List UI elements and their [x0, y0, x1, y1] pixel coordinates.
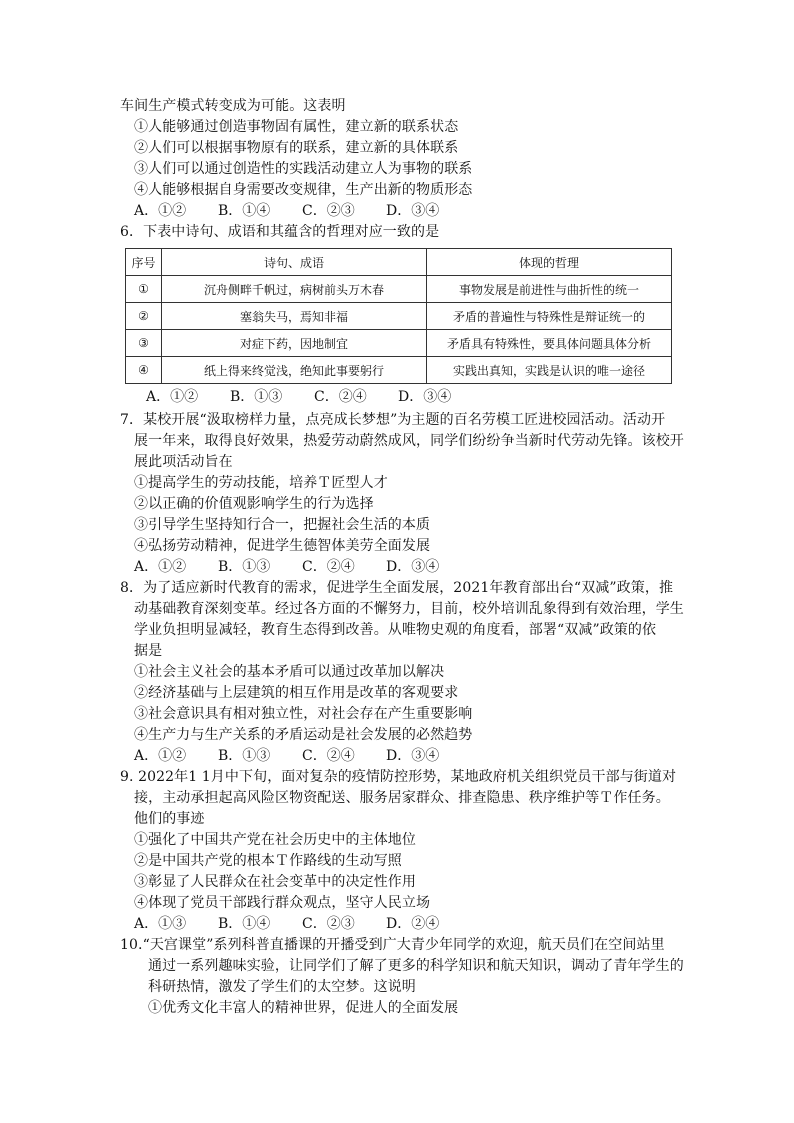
table-row [126, 330, 672, 357]
q9-item-2: ②是中国共产党的根本Ｔ作路线的生动写照 [134, 853, 402, 869]
q7-options [134, 557, 439, 577]
q5-item-4: ④人能够根据自身需要改变规律，生产出新的物质形态 [134, 182, 473, 198]
table-cell: 对症下药，因地制宜 [162, 330, 427, 357]
table-cell: 塞翁失马，焉知非福 [162, 303, 427, 330]
q8-option-d[interactable]: D．③④ [386, 748, 440, 764]
q6-philosophy-table [125, 248, 672, 384]
q9-option-a[interactable]: A．①③ [134, 916, 187, 932]
q7-option-d[interactable]: D．③④ [386, 559, 440, 575]
table-cell: 实践出真知，实践是认识的唯一途径 [427, 357, 672, 384]
q8-option-b[interactable]: B．①③ [218, 748, 271, 764]
table-cell: ② [126, 303, 162, 330]
q8-item-1: ①社会主义社会的基本矛盾可以通过改革加以解决 [134, 664, 445, 680]
q7-option-c[interactable]: C．②④ [302, 559, 355, 575]
table-header-row [126, 249, 672, 276]
table-header-cell: 诗句、成语 [162, 249, 427, 276]
q5-options [134, 201, 439, 221]
q8-item-2: ②经济基础与上层建筑的相互作用是改革的客观要求 [134, 685, 459, 701]
q7-stem-line-1: 7．某校开展“汲取榜样力量，点亮成长梦想”为主题的百名劳模工匠进校园活动。活动开 [120, 412, 666, 428]
q5-item-1: ①人能够通过创造事物固有属性，建立新的联系状态 [134, 119, 459, 135]
q9-item-4: ④体现了党员干部践行群众观点，坚守人民立场 [134, 895, 431, 911]
q5-option-b[interactable]: B．①④ [218, 203, 271, 219]
q7-item-1: ①提高学生的劳动技能，培养Ｔ匠型人才 [134, 475, 388, 491]
q6-option-c[interactable]: C．②④ [314, 389, 367, 405]
q5-stem-end: 车间生产模式转变成为可能。这表明 [120, 98, 346, 114]
q9-option-c[interactable]: C．②③ [302, 916, 355, 932]
table-row [126, 276, 672, 303]
table-row [126, 357, 672, 384]
table-cell: ④ [126, 357, 162, 384]
q9-stem-line-1: 9. 2022年1 1月中下旬，面对复杂的疫情防控形势，某地政府机关组织党员干部与街道对 [120, 769, 677, 785]
q8-item-3: ③社会意识具有相对独立性，对社会存在产生重要影响 [134, 706, 473, 722]
q5-item-2: ②人们可以根据事物原有的联系，建立新的具体联系 [134, 140, 459, 156]
q8-options [134, 746, 439, 766]
q8-option-c[interactable]: C．②④ [302, 748, 355, 764]
table-cell: 事物发展是前进性与曲折性的统一 [427, 276, 672, 303]
q7-stem-line-3: 展此项活动旨在 [134, 454, 233, 470]
table-header-cell: 序号 [126, 249, 162, 276]
q10-stem-line-3: 科研热情，激发了学生们的太空梦。这说明 [148, 979, 416, 995]
q9-option-b[interactable]: B．①④ [218, 916, 271, 932]
q6-option-d[interactable]: D．③④ [398, 389, 452, 405]
q6-option-b[interactable]: B．①③ [230, 389, 283, 405]
table-row [126, 303, 672, 330]
q9-option-d[interactable]: D．②④ [386, 916, 440, 932]
table-cell: 纸上得来终觉浅，绝知此事要躬行 [162, 357, 427, 384]
q7-stem-line-2: 展一年来，取得良好效果，热爱劳动蔚然成风，同学们纷纷争当新时代劳动先锋。该校开 [134, 433, 684, 449]
q10-item-1: ①优秀文化丰富人的精神世界，促进人的全面发展 [148, 1000, 459, 1016]
q9-item-3: ③彰显了人民群众在社会变革中的决定性作用 [134, 874, 416, 890]
q7-item-3: ③引导学生坚持知行合一，把握社会生活的本质 [134, 517, 431, 533]
q7-item-4: ④弘扬劳动精神，促进学生德智体美劳全面发展 [134, 538, 431, 554]
q7-option-a[interactable]: A．①② [134, 559, 187, 575]
q6-options [146, 387, 451, 407]
q5-option-c[interactable]: C．②③ [302, 203, 355, 219]
table-cell: 矛盾的普遍性与特殊性是辩证统一的 [427, 303, 672, 330]
table-cell: ③ [126, 330, 162, 357]
q9-item-1: ①强化了中国共产党在社会历史中的主体地位 [134, 832, 416, 848]
q5-option-a[interactable]: A．①② [134, 203, 187, 219]
table-cell: ① [126, 276, 162, 303]
q8-item-4: ④生产力与生产关系的矛盾运动是社会发展的必然趋势 [134, 727, 473, 743]
q8-stem-line-4: 据是 [134, 643, 163, 659]
table-header-cell: 体现的哲理 [427, 249, 672, 276]
q8-stem-line-3: 学业负担明显减轻，教育生态得到改善。从唯物史观的角度看，部署“双减”政策的依 [134, 622, 657, 638]
q7-item-2: ②以正确的价值观影响学生的行为选择 [134, 496, 374, 512]
q6-option-a[interactable]: A．①② [146, 389, 199, 405]
q10-stem-line-2: 通过一系列趣味实验，让同学们了解了更多的科学知识和航天知识，调动了青年学生的 [148, 958, 684, 974]
q9-stem-line-2: 接，主动承担起高风险区物资配送、服务居家群众、排查隐患、秩序维护等Ｔ作任务。 [134, 790, 670, 806]
q10-stem-line-1: 10.“天宫课堂”系列科普直播课的开播受到广大青少年同学的欢迎，航天员们在空间站里 [120, 937, 665, 953]
q6-stem: 6．下表中诗句、成语和其蕴含的哲理对应一致的是 [120, 224, 440, 240]
q8-stem-line-2: 动基础教育深刻变革。经过各方面的不懈努力，目前，校外培训乱象得到有效治理，学生 [134, 601, 684, 617]
table-cell: 矛盾具有特殊性，要具体问题具体分析 [427, 330, 672, 357]
q5-item-3: ③人们可以通过创造性的实践活动建立人为事物的联系 [134, 161, 473, 177]
table-cell: 沉舟侧畔千帆过，病树前头万木春 [162, 276, 427, 303]
q7-option-b[interactable]: B．①③ [218, 559, 271, 575]
q8-option-a[interactable]: A．①② [134, 748, 187, 764]
q9-options [134, 914, 439, 934]
q8-stem-line-1: 8．为了适应新时代教育的需求，促进学生全面发展，2021年教育部出台“双减”政策，推 [120, 580, 674, 596]
q5-option-d[interactable]: D．③④ [386, 203, 440, 219]
q9-stem-line-3: 他们的事迹 [134, 811, 205, 827]
